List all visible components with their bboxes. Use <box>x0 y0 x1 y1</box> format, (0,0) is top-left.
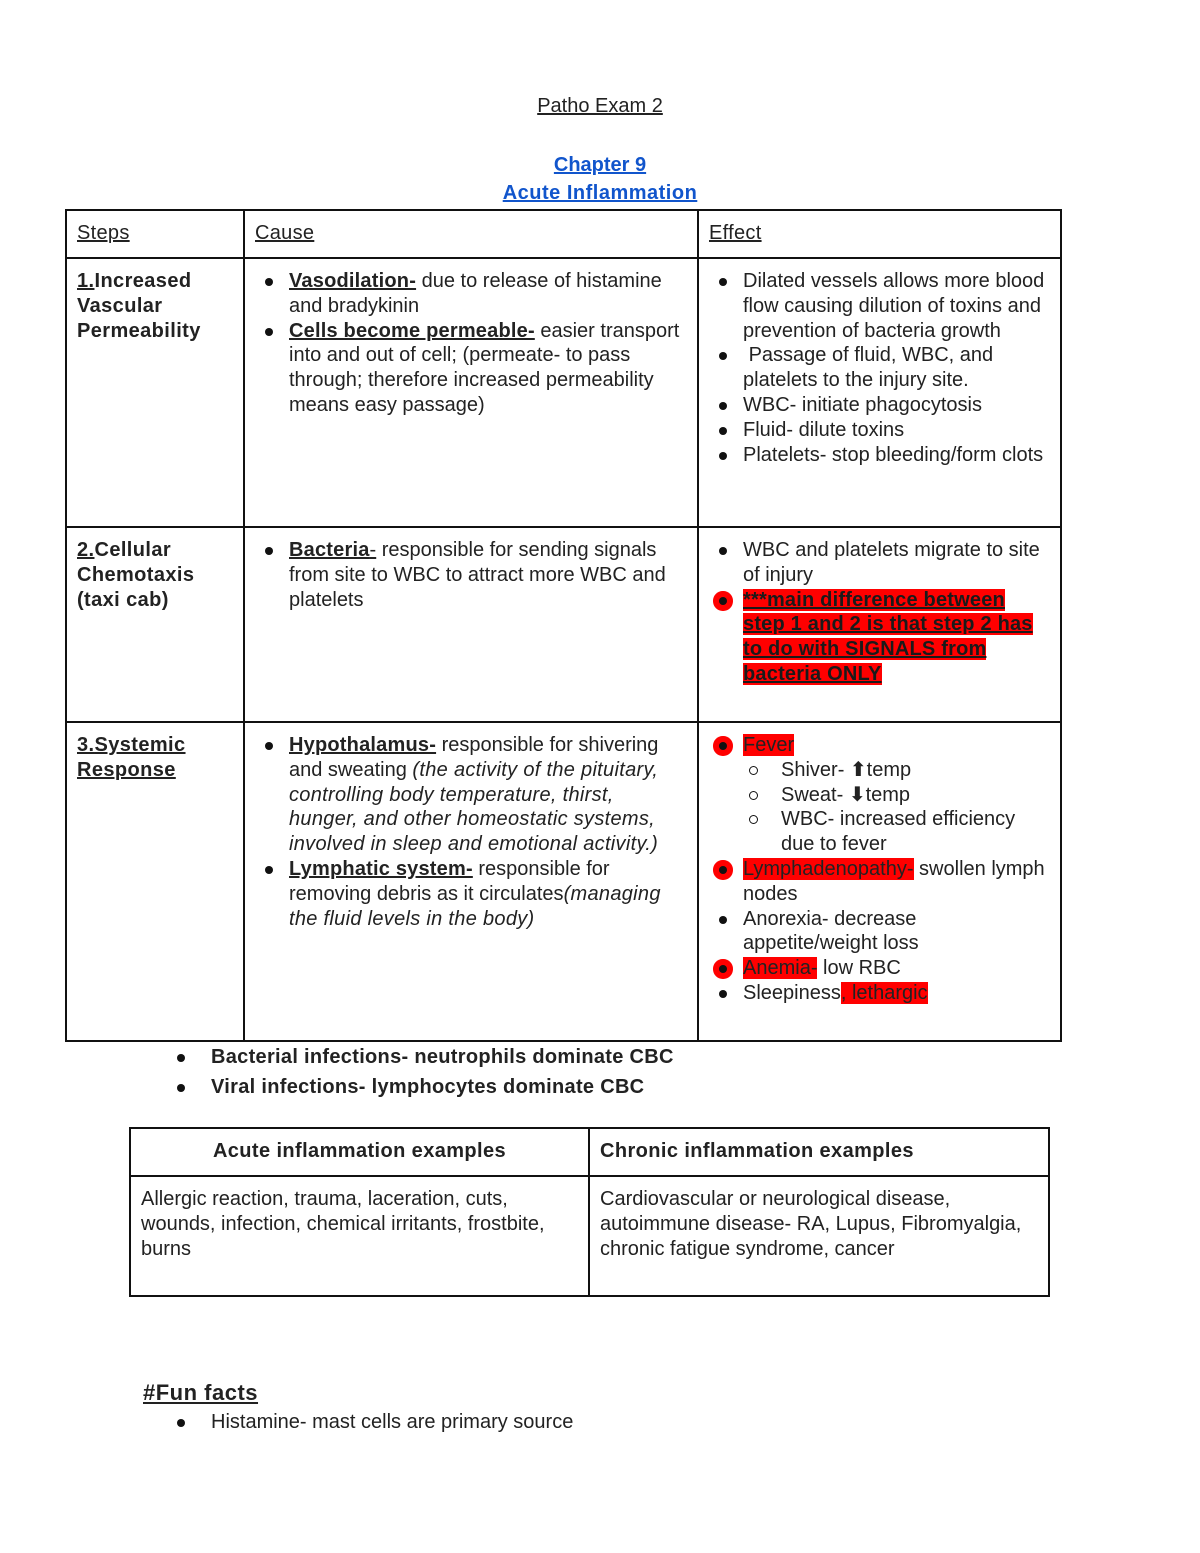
list-item: Hypothalamus- responsible for shivering and sweating (the activity of the pituitary, controlling body temperature, thirst, hunger, and other homeostatic systems, involved in sleep and emotional activity.) <box>289 733 687 857</box>
step-name: Cellular Chemotaxis (taxi cab) <box>77 539 195 611</box>
table-header-row <box>66 210 1061 258</box>
step-cell <box>66 527 244 722</box>
step-number: 1. <box>77 270 95 292</box>
list-item: Bacterial infections- neutrophils dominate CBC <box>211 1042 674 1072</box>
list-item: Histamine- mast cells are primary source <box>211 1411 574 1433</box>
header-steps: Steps <box>66 210 244 258</box>
table-row <box>66 258 1061 527</box>
fun-facts-list <box>145 1410 573 1435</box>
list-item: Viral infections- lymphocytes dominate CBC <box>211 1072 674 1102</box>
list-item: Sleepiness, lethargic <box>743 981 1050 1006</box>
header-acute: Acute inflammation examples <box>130 1128 589 1176</box>
list-item: WBC and platelets migrate to site of injury <box>743 538 1050 588</box>
effect-cell <box>698 527 1061 722</box>
effect-list <box>709 538 1050 687</box>
list-item: Vasodilation- due to release of histamine and bradykinin <box>289 269 687 319</box>
table-header-row <box>130 1128 1049 1176</box>
table-row <box>66 527 1061 722</box>
sub-list-item: WBC- increased efficiency due to fever <box>781 807 1050 857</box>
down-arrow-icon: ⬇ <box>848 783 866 806</box>
step-cell <box>66 258 244 527</box>
table-row <box>66 722 1061 1041</box>
effect-cell <box>698 258 1061 527</box>
inflammation-examples-table <box>129 1127 1050 1297</box>
header-effect: Effect <box>698 210 1061 258</box>
effect-list <box>709 733 1050 1006</box>
infection-notes <box>145 1042 674 1102</box>
list-item: Lymphadenopathy- swollen lymph nodes <box>743 857 1050 907</box>
effect-list <box>709 269 1050 467</box>
up-arrow-icon: ⬆ <box>849 758 867 781</box>
header-chronic: Chronic inflammation examples <box>589 1128 1049 1176</box>
step-cell <box>66 722 244 1041</box>
chapter-heading[interactable]: Chapter 9 <box>553 154 647 176</box>
cause-cell <box>244 527 698 722</box>
sub-list-item: Shiver- ⬆temp <box>781 758 1050 783</box>
chronic-examples: Cardiovascular or neurological disease, autoimmune disease- RA, Lupus, Fibromyalgia, chronic fatigue syndrome, cancer <box>589 1176 1049 1296</box>
fun-facts-heading: #Fun facts <box>143 1380 259 1405</box>
list-item: Anemia- low RBC <box>743 956 1050 981</box>
step-number: 3. <box>77 734 95 756</box>
list-item: WBC- initiate phagocytosis <box>743 393 1050 418</box>
list-item: Lymphatic system- responsible for removing debris as it circulates(managing the fluid levels in the body) <box>289 857 687 931</box>
document-title: Patho Exam 2 <box>537 95 663 117</box>
inflammation-steps-table <box>65 209 1062 1042</box>
table-row <box>130 1176 1049 1296</box>
highlighted-note: ***main difference between step 1 and 2 is that step 2 has to do with SIGNALS from bacteria ONLY <box>743 588 1050 687</box>
list-item: Platelets- stop bleeding/form clots <box>743 443 1050 468</box>
header-cause: Cause <box>244 210 698 258</box>
cause-list <box>255 269 687 418</box>
cause-cell <box>244 258 698 527</box>
list-item: Fluid- dilute toxins <box>743 418 1050 443</box>
list-item: Bacteria- responsible for sending signals from site to WBC to attract more WBC and platelets <box>289 538 687 612</box>
step-number: 2. <box>77 539 95 561</box>
cause-cell <box>244 722 698 1041</box>
cause-list <box>255 538 687 612</box>
step-name: Increased Vascular Permeability <box>77 270 201 342</box>
topic-heading[interactable]: Acute Inflammation <box>502 182 698 204</box>
list-item: Passage of fluid, WBC, and platelets to the injury site. <box>743 343 1050 393</box>
fever-sublist <box>709 758 1050 857</box>
list-item: Anorexia- decrease appetite/weight loss <box>743 907 1050 957</box>
effect-cell <box>698 722 1061 1041</box>
list-item: Cells become permeable- easier transport into and out of cell; (permeate- to pass through; therefore increased permeability means easy passage) <box>289 319 687 418</box>
list-item: Fever Shiver- ⬆temp Sweat- ⬇temp WBC- increased efficiency due to fever <box>743 733 1050 857</box>
step-name: Systemic Response <box>77 734 186 781</box>
sub-list-item: Sweat- ⬇temp <box>781 783 1050 808</box>
list-item: Dilated vessels allows more blood flow causing dilution of toxins and prevention of bacteria growth <box>743 269 1050 343</box>
cause-list <box>255 733 687 931</box>
acute-examples: Allergic reaction, trauma, laceration, cuts, wounds, infection, chemical irritants, frostbite, burns <box>130 1176 589 1296</box>
